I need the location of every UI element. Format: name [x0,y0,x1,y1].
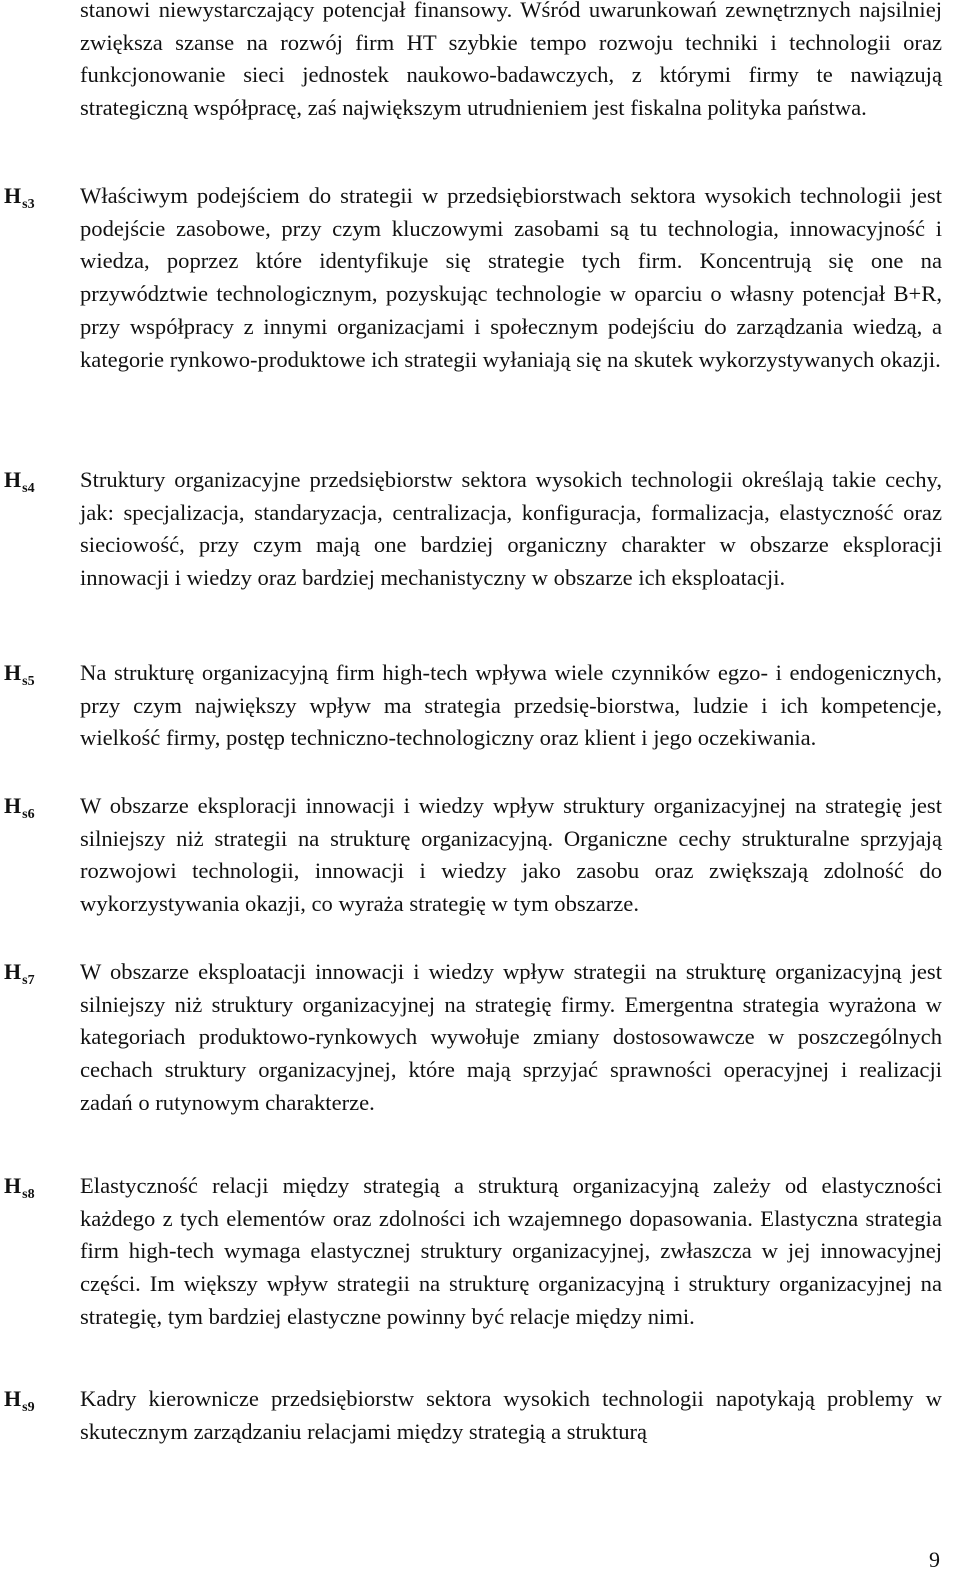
hypothesis-label: $H_{s4}$ [4,467,35,496]
hypothesis-text: W obszarze eksploatacji innowacji i wiedzy wpływ strategii na strukturę organizacyjną jest silniejszy niż struktury organizacyjnej na strategię firmy. Emergentna strategia wyrażona w kategoriach produktowo-rynkowych wywołuje zmiany dostosowawcze w poszczególnych cechach struktury organizacyjnej, które mają sprzyjać sprawności operacyjnej i realizacji zadań o rutynowym charakterze. [80,959,942,1115]
page-number: 9 [929,1547,940,1572]
hypothesis-text: Kadry kierownicze przedsiębiorstw sektora wysokich technologii napotykają problemy w skutecznym zarządzaniu relacjami między strategią a strukturą [80,1386,942,1444]
hypothesis-text: Właściwym podejściem do strategii w przedsiębiorstwach sektora wysokich technologii jest podejście zasobowe, przy czym kluczowymi zasobami są tu technologia, innowacyjność i wiedza, poprzez które identyfikuje się strategie tych firm. Koncentrują się one na przywództwie technologicznym, pozyskując technologie w oparciu o własny potencjał B+R, przy współpracy z innymi organizacjami i społecznym podejściu do zarządzania wiedzą, a kategorie rynkowo-produktowe ich strategii wyłaniają się na skutek wykorzystywanych okazji. [80,183,942,372]
hypothesis-label: $H_{s8}$ [4,1173,35,1202]
hypothesis-label: $H_{s3}$ [4,183,35,212]
hypothesis-label: $H_{s9}$ [4,1386,35,1415]
hypothesis-text: Struktury organizacyjne przedsiębiorstw sektora wysokich technologii określają takie cechy, jak: specjalizacja, standaryzacja, centralizacja, konfiguracja, formalizacja, elastyczność oraz sieciowość, przy czym mają one bardziej organiczny charakter w obszarze eksploracji innowacji i wiedzy oraz bardziej mechanistyczny w obszarze ich eksploatacji. [80,467,942,591]
hypothesis-label: $H_{s7}$ [4,959,35,988]
hypothesis-label: $H_{s6}$ [4,793,35,822]
hypothesis-label: $H_{s5}$ [4,660,35,689]
hypothesis-text: W obszarze eksploracji innowacji i wiedzy wpływ struktury organizacyjnej na strategię jest silniejszy niż strategii na strukturę organizacyjną. Organiczne cechy strukturalne sprzyjają rozwojowi technologii, innowacji i wiedzy jako zasobu oraz zwiększają zdolność do wykorzystywania okazji, co wyraża strategię w tym obszarze. [80,793,942,917]
hypothesis-text: Na strukturę organizacyjną firm high-tech wpływa wiele czynników egzo- i endogenicznych, przy czym największy wpływ ma strategia przedsię-biorstwa, ludzie i ich kompetencje, wielkość firmy, postęp techniczno-technologiczny oraz klient i jego oczekiwania. [80,660,942,751]
hypothesis-text: Elastyczność relacji między strategią a strukturą organizacyjną zależy od elastyczności każdego z tych elementów oraz zdolności ich wzajemnego dopasowania. Elastyczna strategia firm high-tech wymaga elastycznej struktury organizacyjnej, zwłaszcza w jej innowacyjnej części. Im większy wpływ strategii na strukturę organizacyjną i struktury organizacyjnej na strategię, tym bardziej elastyczne powinny być relacje między nimi. [80,1173,942,1329]
intro-paragraph: stanowi niewystarczający potencjał finansowy. Wśród uwarunkowań zewnętrznych najsilniej zwiększa szanse na rozwój firm HT szybkie tempo rozwoju techniki i technologii oraz funkcjonowanie sieci jednostek naukowo-badawczych, z którymi firmy te nawiązują strategiczną współpracę, zaś największym utrudnieniem jest fiskalna polityka państwa. [80,0,942,121]
